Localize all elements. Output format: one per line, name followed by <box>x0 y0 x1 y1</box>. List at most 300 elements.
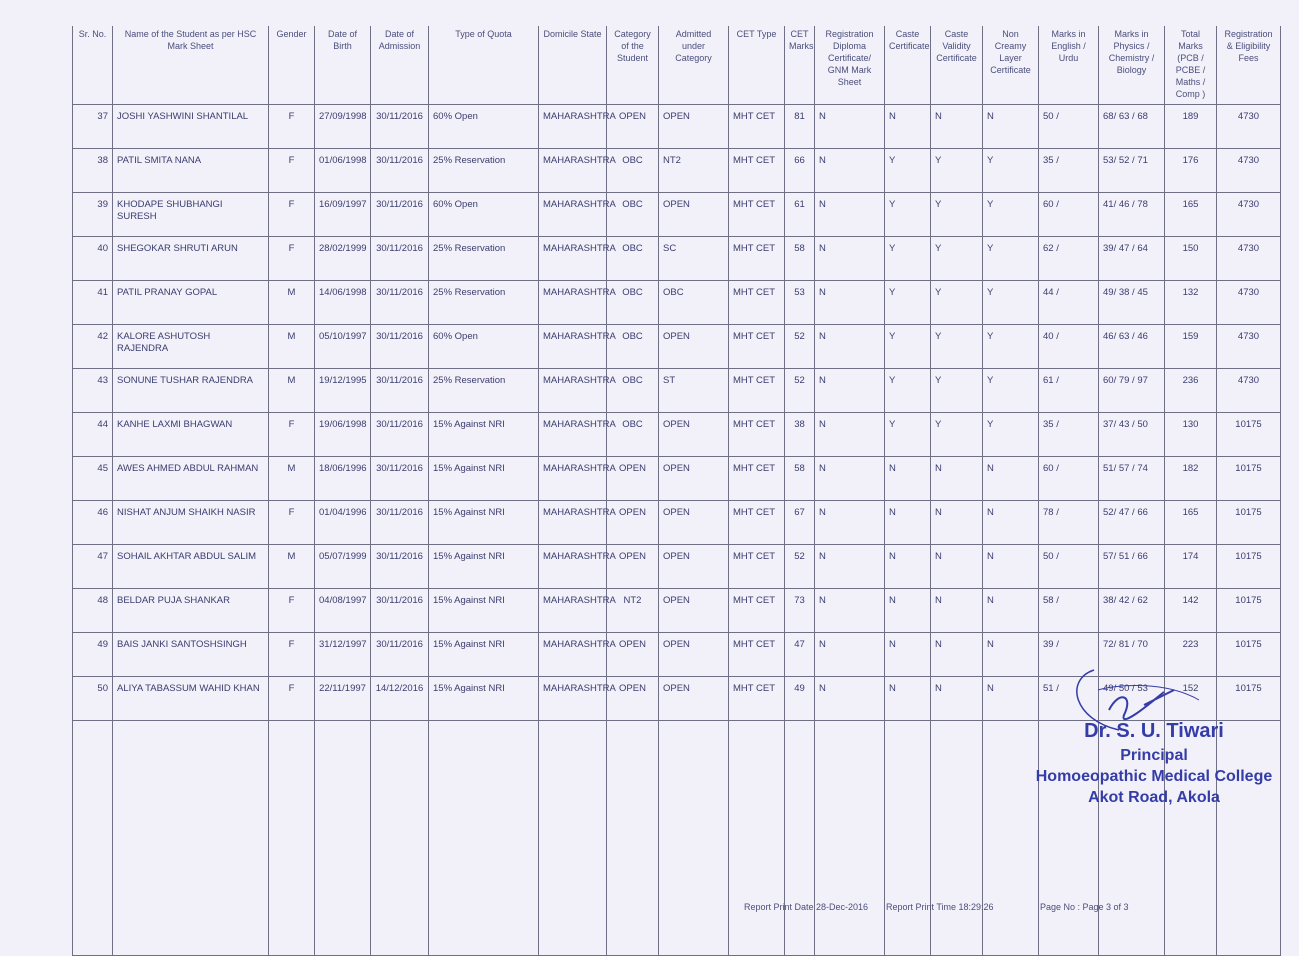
table-cell: MAHARASHTRA <box>539 105 607 149</box>
table-cell: Y <box>983 369 1039 413</box>
table-cell: N <box>885 501 931 545</box>
header-cell: Name of the Student as per HSC Mark Sheet <box>113 26 269 105</box>
table-cell: OPEN <box>659 677 729 721</box>
table-cell: N <box>815 413 885 457</box>
table-cell: MAHARASHTRA <box>539 325 607 369</box>
empty-cell <box>371 721 429 956</box>
table-cell: 35 / <box>1039 413 1099 457</box>
table-cell: MAHARASHTRA <box>539 193 607 237</box>
table-cell: NT2 <box>607 589 659 633</box>
table-row <box>73 545 1281 589</box>
table-cell: 176 <box>1165 149 1217 193</box>
table-cell: 60% Open <box>429 325 539 369</box>
table-cell: 60% Open <box>429 105 539 149</box>
table-cell: 10175 <box>1217 457 1281 501</box>
empty-cell <box>607 721 659 956</box>
table-cell: 46 <box>73 501 113 545</box>
table-cell: MHT CET <box>729 237 785 281</box>
table-cell: SOHAIL AKHTAR ABDUL SALIM <box>113 545 269 589</box>
table-cell: OPEN <box>659 457 729 501</box>
table-cell: 4730 <box>1217 105 1281 149</box>
table-cell: 40 / <box>1039 325 1099 369</box>
table-cell: 25% Reservation <box>429 369 539 413</box>
table-cell: 16/09/1997 <box>315 193 371 237</box>
table-cell: 152 <box>1165 677 1217 721</box>
table-cell: ALIYA TABASSUM WAHID KHAN <box>113 677 269 721</box>
table-cell: 49 <box>785 677 815 721</box>
header-cell: Marks in English / Urdu <box>1039 26 1099 105</box>
table-cell: OBC <box>607 325 659 369</box>
table-cell: 25% Reservation <box>429 281 539 325</box>
empty-cell <box>429 721 539 956</box>
table-cell: MAHARASHTRA <box>539 501 607 545</box>
header-cell: Marks in Physics / Chemistry / Biology <box>1099 26 1165 105</box>
table-cell: OPEN <box>607 545 659 589</box>
table-cell: Y <box>931 281 983 325</box>
table-cell: 30/11/2016 <box>371 413 429 457</box>
table-cell: MHT CET <box>729 501 785 545</box>
table-cell: 30/11/2016 <box>371 281 429 325</box>
table-cell: MAHARASHTRA <box>539 589 607 633</box>
table-cell: 38 <box>785 413 815 457</box>
table-row <box>73 501 1281 545</box>
table-cell: 42 <box>73 325 113 369</box>
table-cell: N <box>885 457 931 501</box>
table-cell: 25% Reservation <box>429 237 539 281</box>
table-cell: 58 <box>785 237 815 281</box>
table-cell: 60 / <box>1039 457 1099 501</box>
empty-cell <box>73 721 113 956</box>
empty-cell <box>315 721 371 956</box>
table-cell: 174 <box>1165 545 1217 589</box>
table-cell: Y <box>983 193 1039 237</box>
table-cell: 30/11/2016 <box>371 325 429 369</box>
table-cell: N <box>931 105 983 149</box>
table-cell: F <box>269 149 315 193</box>
table-cell: N <box>815 281 885 325</box>
table-cell: 05/10/1997 <box>315 325 371 369</box>
table-cell: MHT CET <box>729 193 785 237</box>
table-cell: Y <box>885 413 931 457</box>
table-cell: MAHARASHTRA <box>539 545 607 589</box>
table-row <box>73 589 1281 633</box>
table-cell: 150 <box>1165 237 1217 281</box>
table-cell: N <box>931 589 983 633</box>
table-row <box>73 149 1281 193</box>
table-cell: F <box>269 633 315 677</box>
table-cell: 22/11/1997 <box>315 677 371 721</box>
table-cell: OPEN <box>659 633 729 677</box>
table-cell: N <box>815 501 885 545</box>
table-cell: 50 / <box>1039 105 1099 149</box>
table-cell: N <box>815 325 885 369</box>
table-cell: 51 / <box>1039 677 1099 721</box>
table-cell: 142 <box>1165 589 1217 633</box>
table-cell: F <box>269 237 315 281</box>
table-cell: PATIL PRANAY GOPAL <box>113 281 269 325</box>
table-cell: MAHARASHTRA <box>539 281 607 325</box>
table-cell: Y <box>931 413 983 457</box>
table-cell: MHT CET <box>729 369 785 413</box>
header-cell: Gender <box>269 26 315 105</box>
table-cell: 4730 <box>1217 193 1281 237</box>
header-cell: Domicile State <box>539 26 607 105</box>
header-cell: Total Marks (PCB / PCBE / Maths / Comp ) <box>1165 26 1217 105</box>
header-cell: Category of the Student <box>607 26 659 105</box>
table-cell: 38 <box>73 149 113 193</box>
table-cell: Y <box>983 413 1039 457</box>
header-cell: Registration & Eligibility Fees <box>1217 26 1281 105</box>
table-cell: N <box>815 545 885 589</box>
table-cell: 30/11/2016 <box>371 501 429 545</box>
table-cell: Y <box>885 193 931 237</box>
table-cell: N <box>983 677 1039 721</box>
table-cell: 18/06/1996 <box>315 457 371 501</box>
table-cell: MHT CET <box>729 413 785 457</box>
header-cell: Date of Admission <box>371 26 429 105</box>
table-cell: 41/ 46 / 78 <box>1099 193 1165 237</box>
table-cell: 30/11/2016 <box>371 457 429 501</box>
table-cell: N <box>931 633 983 677</box>
table-cell: N <box>931 545 983 589</box>
table-cell: N <box>815 105 885 149</box>
table-cell: OPEN <box>607 501 659 545</box>
table-cell: 28/02/1999 <box>315 237 371 281</box>
table-cell: 68/ 63 / 68 <box>1099 105 1165 149</box>
header-cell: Admitted under Category <box>659 26 729 105</box>
table-cell: 189 <box>1165 105 1217 149</box>
table-cell: 132 <box>1165 281 1217 325</box>
table-cell: OBC <box>607 281 659 325</box>
table-cell: F <box>269 105 315 149</box>
table-cell: OPEN <box>607 457 659 501</box>
table-cell: N <box>983 633 1039 677</box>
table-cell: MAHARASHTRA <box>539 237 607 281</box>
table-cell: F <box>269 589 315 633</box>
table-cell: MHT CET <box>729 325 785 369</box>
table-cell: KHODAPE SHUBHANGI SURESH <box>113 193 269 237</box>
table-cell: 37 <box>73 105 113 149</box>
table-cell: KANHE LAXMI BHAGWAN <box>113 413 269 457</box>
table-cell: 4730 <box>1217 325 1281 369</box>
table-cell: 19/06/1998 <box>315 413 371 457</box>
table-cell: 43 <box>73 369 113 413</box>
table-cell: N <box>983 457 1039 501</box>
table-cell: 52 <box>785 545 815 589</box>
table-row <box>73 457 1281 501</box>
table-cell: 58 / <box>1039 589 1099 633</box>
table-cell: 53 <box>785 281 815 325</box>
table-cell: 30/11/2016 <box>371 105 429 149</box>
table-cell: MHT CET <box>729 545 785 589</box>
table-cell: 52 <box>785 325 815 369</box>
table-cell: N <box>885 545 931 589</box>
table-cell: 15% Against NRI <box>429 633 539 677</box>
table-cell: MHT CET <box>729 589 785 633</box>
table-cell: Y <box>885 281 931 325</box>
college-address: Akot Road, Akola <box>1088 789 1220 806</box>
signatory-name: Dr. S. U. Tiwari <box>1084 720 1224 742</box>
table-cell: MAHARASHTRA <box>539 633 607 677</box>
table-cell: 60% Open <box>429 193 539 237</box>
table-cell: 49/ 50 / 53 <box>1099 677 1165 721</box>
table-cell: 58 <box>785 457 815 501</box>
header-cell: Caste Validity Certificate <box>931 26 983 105</box>
header-cell: CET Marks <box>785 26 815 105</box>
table-cell: 73 <box>785 589 815 633</box>
table-cell: MAHARASHTRA <box>539 457 607 501</box>
table-cell: OBC <box>607 237 659 281</box>
table-cell: M <box>269 369 315 413</box>
table-cell: N <box>815 369 885 413</box>
table-cell: 41 <box>73 281 113 325</box>
table-cell: N <box>983 589 1039 633</box>
table-cell: Y <box>931 237 983 281</box>
table-row <box>73 413 1281 457</box>
table-cell: OPEN <box>607 677 659 721</box>
page-number: Page No : Page 3 of 3 <box>1040 902 1129 912</box>
table-row <box>73 237 1281 281</box>
table-cell: 51/ 57 / 74 <box>1099 457 1165 501</box>
table-cell: N <box>931 501 983 545</box>
table-cell: N <box>885 589 931 633</box>
table-cell: 30/11/2016 <box>371 589 429 633</box>
table-cell: 30/11/2016 <box>371 545 429 589</box>
table-cell: 49/ 38 / 45 <box>1099 281 1165 325</box>
table-cell: BAIS JANKI SANTOSHSINGH <box>113 633 269 677</box>
table-cell: 50 / <box>1039 545 1099 589</box>
table-cell: F <box>269 193 315 237</box>
table-cell: N <box>983 501 1039 545</box>
table-cell: 45 <box>73 457 113 501</box>
table-cell: M <box>269 545 315 589</box>
table-cell: Y <box>885 369 931 413</box>
table-cell: 14/06/1998 <box>315 281 371 325</box>
table-cell: 14/12/2016 <box>371 677 429 721</box>
table-cell: 15% Against NRI <box>429 457 539 501</box>
table-cell: 66 <box>785 149 815 193</box>
table-cell: 30/11/2016 <box>371 237 429 281</box>
report-print-time: Report Print Time 18:29:26 <box>886 902 994 912</box>
table-cell: 30/11/2016 <box>371 633 429 677</box>
empty-cell <box>269 721 315 956</box>
table-cell: N <box>815 633 885 677</box>
table-cell: 53/ 52 / 71 <box>1099 149 1165 193</box>
table-cell: MHT CET <box>729 149 785 193</box>
table-cell: 05/07/1999 <box>315 545 371 589</box>
table-cell: 48 <box>73 589 113 633</box>
table-cell: 52/ 47 / 66 <box>1099 501 1165 545</box>
table-cell: 35 / <box>1039 149 1099 193</box>
table-cell: 10175 <box>1217 413 1281 457</box>
table-cell: Y <box>983 281 1039 325</box>
header-cell: Date of Birth <box>315 26 371 105</box>
table-cell: 37/ 43 / 50 <box>1099 413 1165 457</box>
table-cell: OPEN <box>607 633 659 677</box>
table-cell: 04/08/1997 <box>315 589 371 633</box>
table-cell: M <box>269 457 315 501</box>
empty-cell <box>931 721 983 956</box>
table-cell: OBC <box>607 369 659 413</box>
table-cell: 159 <box>1165 325 1217 369</box>
table-cell: KALORE ASHUTOSH RAJENDRA <box>113 325 269 369</box>
table-cell: OBC <box>659 281 729 325</box>
table-cell: 62 / <box>1039 237 1099 281</box>
table-cell: 61 / <box>1039 369 1099 413</box>
table-cell: OBC <box>607 193 659 237</box>
table-cell: 236 <box>1165 369 1217 413</box>
table-cell: N <box>931 457 983 501</box>
table-cell: AWES AHMED ABDUL RAHMAN <box>113 457 269 501</box>
table-cell: N <box>983 105 1039 149</box>
table-cell: OBC <box>607 149 659 193</box>
table-cell: NT2 <box>659 149 729 193</box>
table-row <box>73 369 1281 413</box>
table-cell: Y <box>885 325 931 369</box>
table-cell: BELDAR PUJA SHANKAR <box>113 589 269 633</box>
table-cell: N <box>815 237 885 281</box>
table-cell: Y <box>931 325 983 369</box>
table-cell: MHT CET <box>729 281 785 325</box>
table-cell: 81 <box>785 105 815 149</box>
table-row <box>73 325 1281 369</box>
table-cell: N <box>885 677 931 721</box>
table-cell: OPEN <box>659 325 729 369</box>
empty-cell <box>659 721 729 956</box>
table-cell: N <box>815 677 885 721</box>
empty-cell <box>539 721 607 956</box>
report-print-date: Report Print Date 28-Dec-2016 <box>744 902 869 912</box>
table-cell: 44 / <box>1039 281 1099 325</box>
table-cell: MAHARASHTRA <box>539 677 607 721</box>
table-cell: 47 <box>73 545 113 589</box>
table-cell: 01/04/1996 <box>315 501 371 545</box>
table-cell: 15% Against NRI <box>429 545 539 589</box>
table-cell: 31/12/1997 <box>315 633 371 677</box>
table-cell: 61 <box>785 193 815 237</box>
table-cell: 27/09/1998 <box>315 105 371 149</box>
table-cell: 39 / <box>1039 633 1099 677</box>
table-cell: SC <box>659 237 729 281</box>
empty-cell <box>885 721 931 956</box>
table-cell: PATIL SMITA NANA <box>113 149 269 193</box>
table-cell: 10175 <box>1217 633 1281 677</box>
table-cell: 40 <box>73 237 113 281</box>
table-cell: NISHAT ANJUM SHAIKH NASIR <box>113 501 269 545</box>
table-cell: 57/ 51 / 66 <box>1099 545 1165 589</box>
table-cell: N <box>815 457 885 501</box>
table-cell: MHT CET <box>729 105 785 149</box>
header-cell: Caste Certificate <box>885 26 931 105</box>
table-cell: N <box>815 149 885 193</box>
table-cell: 01/06/1998 <box>315 149 371 193</box>
signatory-title: Principal <box>1120 747 1188 764</box>
table-cell: OPEN <box>607 105 659 149</box>
table-cell: OPEN <box>659 105 729 149</box>
table-cell: MAHARASHTRA <box>539 413 607 457</box>
table-cell: 15% Against NRI <box>429 589 539 633</box>
table-cell: 30/11/2016 <box>371 369 429 413</box>
table-cell: 46/ 63 / 46 <box>1099 325 1165 369</box>
table-cell: 4730 <box>1217 149 1281 193</box>
table-cell: 15% Against NRI <box>429 413 539 457</box>
table-cell: N <box>885 633 931 677</box>
table-cell: N <box>885 105 931 149</box>
table-row <box>73 193 1281 237</box>
table-cell: 25% Reservation <box>429 149 539 193</box>
table-cell: 130 <box>1165 413 1217 457</box>
table-cell: OBC <box>607 413 659 457</box>
table-cell: Y <box>983 325 1039 369</box>
table-cell: M <box>269 281 315 325</box>
table-cell: JOSHI YASHWINI SHANTILAL <box>113 105 269 149</box>
table-cell: N <box>983 545 1039 589</box>
table-cell: Y <box>931 149 983 193</box>
table-cell: 19/12/1995 <box>315 369 371 413</box>
table-cell: 49 <box>73 633 113 677</box>
table-cell: 15% Against NRI <box>429 677 539 721</box>
table-cell: Y <box>983 149 1039 193</box>
table-cell: MHT CET <box>729 457 785 501</box>
table-row <box>73 105 1281 149</box>
table-cell: MHT CET <box>729 633 785 677</box>
table-cell: SONUNE TUSHAR RAJENDRA <box>113 369 269 413</box>
table-cell: 60/ 79 / 97 <box>1099 369 1165 413</box>
header-cell: Type of Quota <box>429 26 539 105</box>
header-row <box>73 26 1281 105</box>
table-cell: OPEN <box>659 545 729 589</box>
table-cell: MHT CET <box>729 677 785 721</box>
table-cell: 38/ 42 / 62 <box>1099 589 1165 633</box>
table-cell: OPEN <box>659 193 729 237</box>
header-cell: Registration Diploma Certificate/ GNM Mark Sheet <box>815 26 885 105</box>
table-cell: 10175 <box>1217 677 1281 721</box>
table-cell: 165 <box>1165 501 1217 545</box>
table-cell: 165 <box>1165 193 1217 237</box>
table-cell: 44 <box>73 413 113 457</box>
table-cell: 15% Against NRI <box>429 501 539 545</box>
table-cell: 52 <box>785 369 815 413</box>
table-cell: 10175 <box>1217 589 1281 633</box>
table-cell: OPEN <box>659 501 729 545</box>
table-cell: N <box>815 193 885 237</box>
header-cell: CET Type <box>729 26 785 105</box>
principal-signature-stamp <box>1024 650 1284 830</box>
table-cell: 182 <box>1165 457 1217 501</box>
table-cell: 39 <box>73 193 113 237</box>
table-cell: N <box>815 589 885 633</box>
table-cell: SHEGOKAR SHRUTI ARUN <box>113 237 269 281</box>
table-cell: Y <box>931 369 983 413</box>
table-cell: Y <box>983 237 1039 281</box>
table-cell: F <box>269 413 315 457</box>
table-cell: Y <box>931 193 983 237</box>
empty-cell <box>113 721 269 956</box>
table-cell: Y <box>885 237 931 281</box>
table-cell: 4730 <box>1217 281 1281 325</box>
table-cell: 30/11/2016 <box>371 149 429 193</box>
table-cell: ST <box>659 369 729 413</box>
table-cell: 47 <box>785 633 815 677</box>
header-cell: Sr. No. <box>73 26 113 105</box>
table-cell: F <box>269 501 315 545</box>
table-cell: 67 <box>785 501 815 545</box>
table-cell: 30/11/2016 <box>371 193 429 237</box>
table-cell: 223 <box>1165 633 1217 677</box>
table-cell: MAHARASHTRA <box>539 149 607 193</box>
table-row <box>73 281 1281 325</box>
empty-cell <box>729 721 785 956</box>
